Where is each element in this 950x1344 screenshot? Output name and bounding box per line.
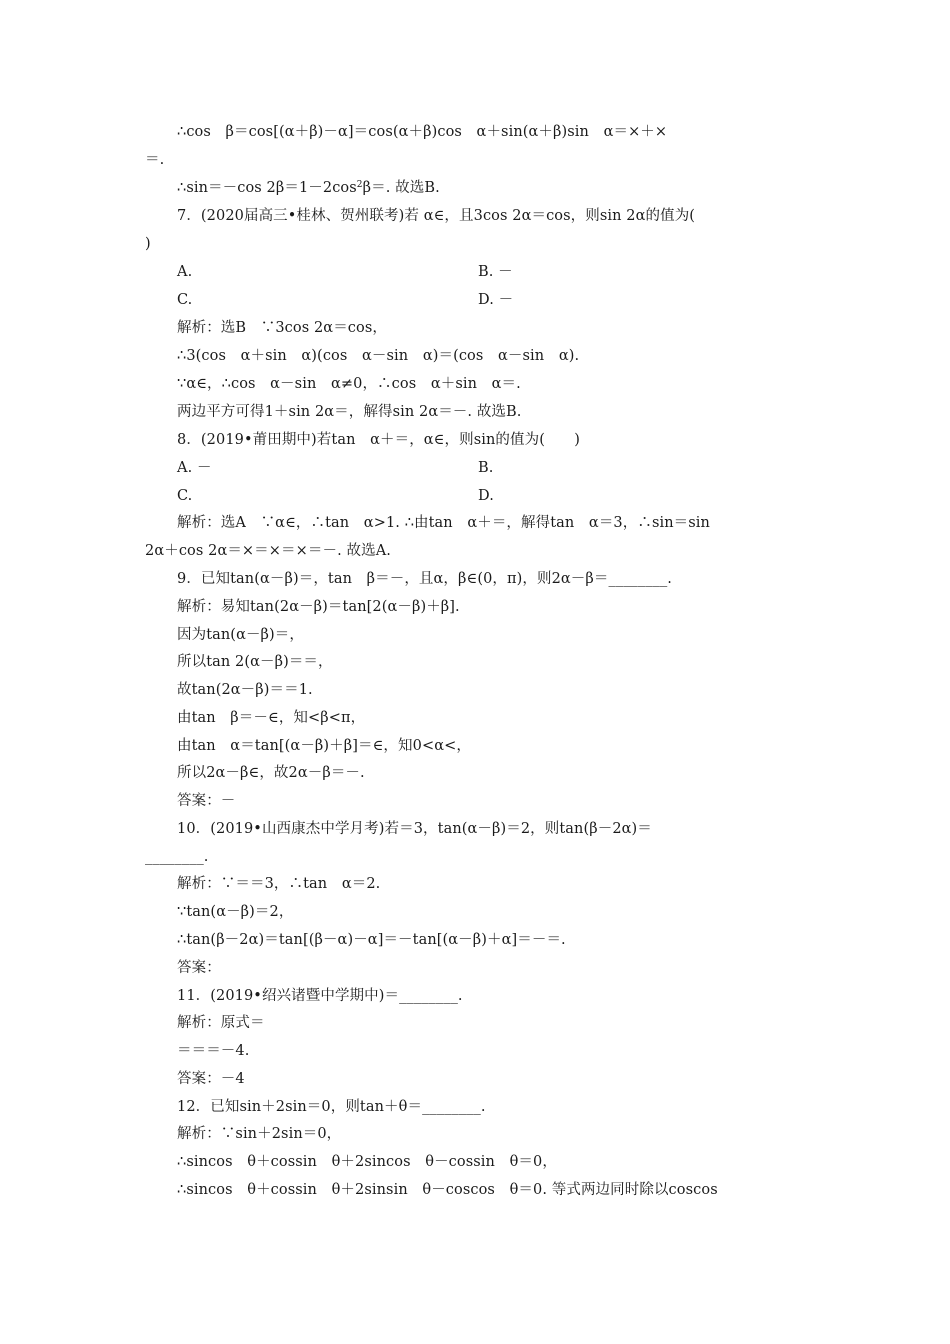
- solution-line: ＝＝＝－4.: [177, 1043, 250, 1059]
- option-a: A.: [177, 264, 193, 280]
- answer-line: 答案：: [177, 960, 221, 976]
- text-line: ): [145, 236, 151, 252]
- solution-line: ∴3(cos α＋sin α)(cos α－sin α)＝(cos α－sin α).: [177, 348, 580, 364]
- solution-line: 故tan(2α－β)＝＝1.: [177, 682, 313, 698]
- question-8-stem: 8．(2019•莆田期中)若tan α＋＝，α∈，则sin的值为( ): [177, 432, 580, 448]
- solution-line: ∴sincos θ＋cossin θ＋2sincos θ－cossin θ＝0，: [177, 1154, 557, 1170]
- option-a: A. －: [177, 460, 212, 476]
- solution-line: 因为tan(α－β)＝，: [177, 627, 304, 643]
- option-d: D. －: [478, 292, 514, 308]
- solution-line: ∵tan(α－β)＝2，: [177, 904, 294, 920]
- question-11-stem: 11．(2019•绍兴诸暨中学期中)＝________.: [177, 988, 463, 1004]
- solution-line: ∴sincos θ＋cossin θ＋2sinsin θ－coscos θ＝0. 等式两边同时除以coscos: [177, 1182, 718, 1198]
- text-line: ＝.: [145, 152, 165, 168]
- solution-line: 解析：选B ∵3cos 2α＝cos，: [177, 320, 387, 336]
- solution-line: ∴tan(β－2α)＝tan[(β－α)－α]＝－tan[(α－β)＋α]＝－＝.: [177, 932, 566, 948]
- solution-line: 由tan β＝－∈，知<β<π，: [177, 710, 366, 726]
- question-9-stem: 9．已知tan(α－β)＝，tan β＝－，且α，β∈(0，π)，则2α－β＝________.: [177, 571, 673, 587]
- answer-line: 答案：－: [177, 793, 236, 809]
- question-7-stem: 7．(2020届高三•桂林、贺州联考)若 α∈，且3cos 2α＝cos，则sin 2α的值为(: [177, 208, 696, 224]
- option-c: C.: [177, 488, 193, 504]
- answer-line: 答案：－4: [177, 1071, 245, 1087]
- solution-line: 所以tan 2(α－β)＝＝，: [177, 654, 333, 670]
- text-line: ________.: [145, 849, 209, 865]
- solution-line: 解析：选A ∵α∈，∴tan α>1. ∴由tan α＋＝，解得tan α＝3，∴sin＝sin: [177, 515, 710, 531]
- solution-line: ∵α∈，∴cos α－sin α≠0，∴cos α＋sin α＝.: [177, 376, 521, 392]
- solution-line: 所以2α－β∈，故2α－β＝－.: [177, 765, 365, 781]
- option-b: B.: [478, 460, 494, 476]
- option-b: B. －: [478, 264, 513, 280]
- solution-line: 解析：∵＝＝3，∴tan α＝2.: [177, 876, 381, 892]
- question-10-stem: 10．(2019•山西康杰中学月考)若＝3，tan(α－β)＝2，则tan(β－2α)＝: [177, 821, 652, 837]
- text-line: ∴sin＝－cos $2\beta=1-2\cos^2\beta=$. 故选B.: [177, 180, 440, 196]
- solution-line: 解析：原式＝: [177, 1015, 265, 1031]
- solution-line: 解析：∵sin＋2sin＝0，: [177, 1126, 342, 1142]
- solution-line: 两边平方可得1＋sin 2α＝，解得sin 2α＝－. 故选B.: [177, 404, 522, 420]
- option-d: D.: [478, 488, 494, 504]
- solution-line: 解析：易知tan(2α－β)＝tan[2(α－β)＋β].: [177, 599, 460, 615]
- text-line: ∴cos β＝cos[(α＋β)－α]＝cos(α＋β)cos α＋sin(α＋β)sin α＝×＋×: [177, 124, 668, 140]
- question-12-stem: 12．已知sin＋2sin＝0，则tan＋θ＝________.: [177, 1099, 486, 1115]
- solution-line: 由tan α＝tan[(α－β)＋β]＝∈，知0<α<，: [177, 738, 471, 754]
- option-c: C.: [177, 292, 193, 308]
- solution-line: 2α＋cos 2α＝×＝×＝×＝－. 故选A.: [145, 543, 391, 559]
